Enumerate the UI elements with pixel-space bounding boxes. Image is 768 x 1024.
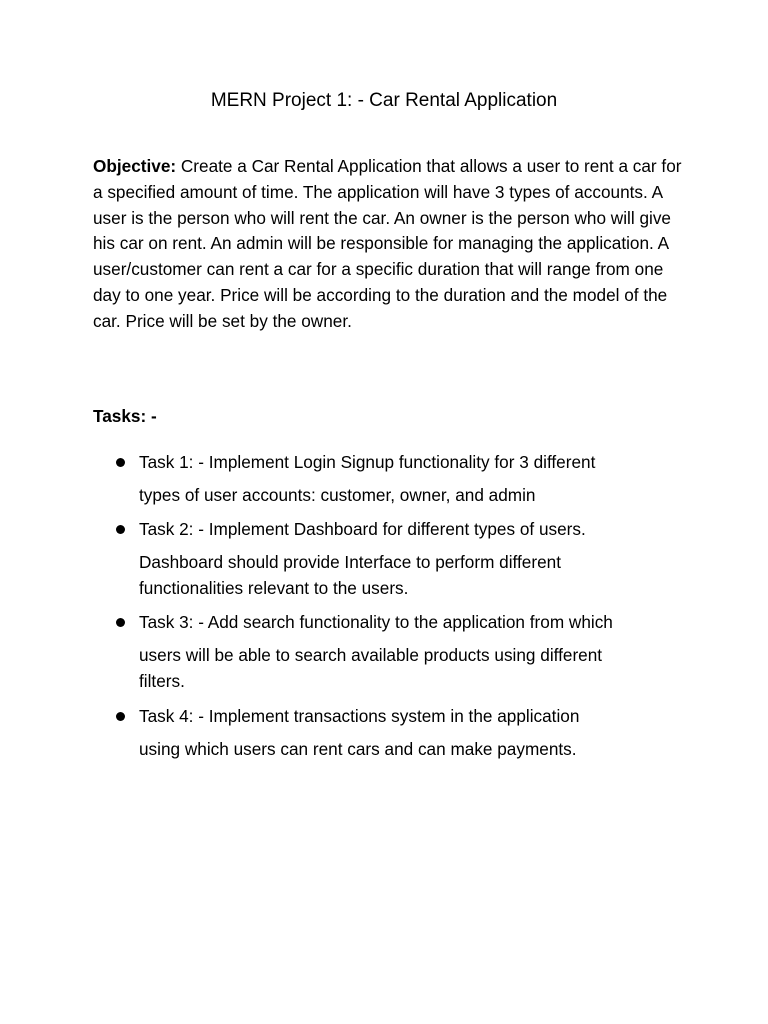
task-line: types of user accounts: customer, owner, and admin	[139, 485, 536, 505]
bullet-icon	[116, 525, 125, 534]
task-line: filters.	[139, 671, 185, 691]
bullet-icon	[116, 712, 125, 721]
objective-label: Objective:	[93, 156, 177, 176]
task-line: using which users can rent cars and can make payments.	[139, 739, 577, 759]
task-text	[139, 704, 679, 763]
task-line: users will be able to search available products using different	[139, 645, 603, 665]
bullet-icon	[116, 618, 125, 627]
objective-text: Create a Car Rental Application that allows a user to rent a car for a specified amount of time. The application will have 3 types of accounts. A user is the person who will rent the car. An owner is the person who will give his car on rent. An admin will be responsible for managing the application. A user/customer can rent a car for a specific duration that will range from one day to one year. Price will be according to the duration and the model of the car. Price will be set by the owner.	[93, 156, 682, 331]
page-title: MERN Project 1: - Car Rental Application	[210, 90, 558, 111]
task-line: Task 2: - Implement Dashboard for different types of users.	[139, 519, 586, 539]
tasks-heading: Tasks: -	[93, 406, 157, 426]
task-line: Task 3: - Add search functionality to the application from which	[139, 612, 613, 632]
task-text	[139, 517, 679, 602]
task-text	[139, 610, 679, 695]
task-text	[139, 450, 679, 509]
objective-paragraph	[93, 154, 683, 335]
bullet-icon	[116, 458, 125, 467]
task-line: Task 4: - Implement transactions system in the application	[139, 706, 580, 726]
task-line: functionalities relevant to the users.	[139, 578, 409, 598]
task-line: Dashboard should provide Interface to perform different	[139, 552, 561, 572]
task-line: Task 1: - Implement Login Signup functionality for 3 different	[139, 452, 596, 472]
